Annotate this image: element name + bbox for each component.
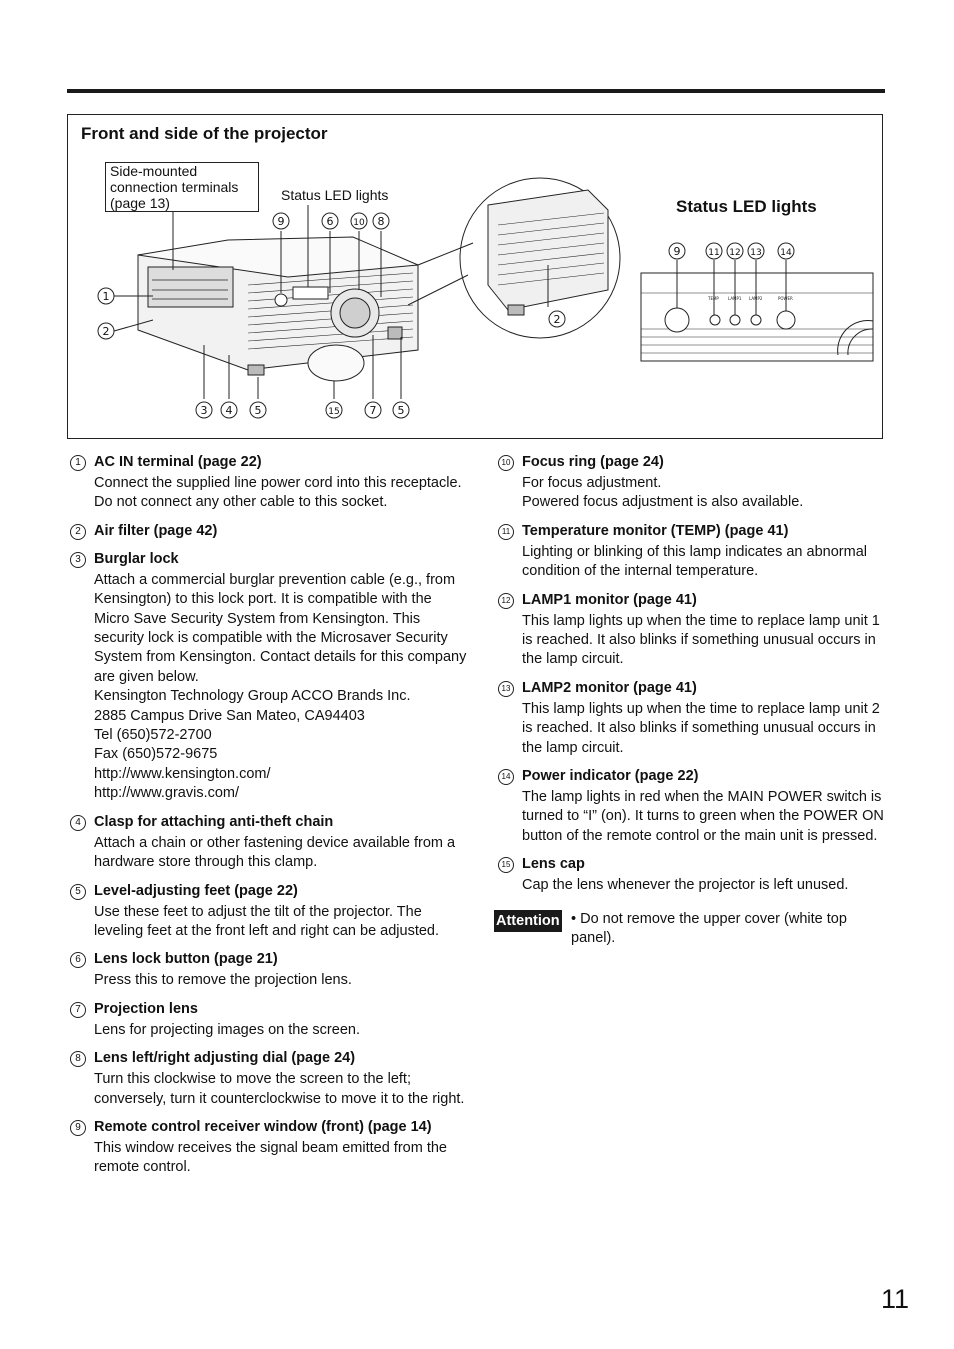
item-body: Turn this clockwise to move the screen to the left; conversely, turn it counterclockwise to move it to the right. bbox=[94, 1071, 465, 1107]
item-body: Connect the supplied line power cord into this receptacle. Do not connect any other cable to this socket. bbox=[94, 475, 462, 511]
item-body: Lighting or blinking of this lamp indicates an abnormal condition of the internal temperature. bbox=[522, 543, 867, 580]
list-item bbox=[67, 881, 467, 942]
callout-number bbox=[98, 288, 114, 304]
svg-text:10: 10 bbox=[353, 218, 365, 228]
item-body: For focus adjustment. Powered focus adjustment is also available. bbox=[522, 475, 804, 511]
panel-label-lamp2: LAMP2 bbox=[749, 296, 763, 301]
callout-number bbox=[393, 402, 409, 418]
callout-number bbox=[351, 213, 367, 229]
item-number: 6 bbox=[70, 952, 86, 968]
item-title: AC IN terminal (page 22) bbox=[94, 454, 262, 470]
list-item bbox=[67, 1117, 467, 1178]
item-title: Lens left/right adjusting dial (page 24) bbox=[94, 1050, 356, 1067]
figure-title: Front and side of the projector bbox=[81, 124, 328, 143]
list-item bbox=[495, 452, 890, 513]
svg-text:14: 14 bbox=[780, 248, 792, 258]
item-body: This lamp lights up when the time to replace lamp unit 1 is reached. It also blinks if something unusual occurs in the lamp circuit. bbox=[522, 612, 880, 668]
callout-number bbox=[748, 243, 764, 259]
inset-title: Status LED lights bbox=[676, 197, 817, 216]
panel-label-power: POWER bbox=[778, 296, 793, 301]
item-number: 2 bbox=[70, 524, 86, 540]
callout-status-leds: Status LED lights bbox=[281, 187, 389, 203]
attention-text: • Do not remove the upper cover (white top panel). bbox=[571, 910, 847, 947]
item-title: Temperature monitor (TEMP) (page 41) bbox=[522, 522, 789, 539]
item-title: Lens lock button (page 21) bbox=[94, 951, 278, 968]
item-number: 11 bbox=[498, 524, 514, 540]
callout-number bbox=[273, 213, 289, 229]
svg-text:11: 11 bbox=[708, 248, 720, 258]
callout-number bbox=[669, 243, 685, 259]
item-title: Projection lens bbox=[94, 1000, 198, 1017]
item-title: Air filter (page 42) bbox=[94, 522, 218, 539]
items-left-column bbox=[67, 452, 467, 1186]
page-number: 11 bbox=[881, 1284, 910, 1314]
item-body: This window receives the signal beam emitted from the remote control. bbox=[94, 1139, 447, 1176]
attention-note bbox=[495, 910, 890, 949]
list-item bbox=[67, 521, 467, 541]
attention-label: Attention bbox=[494, 910, 562, 932]
callout-number bbox=[549, 311, 565, 327]
item-number: 14 bbox=[498, 769, 514, 785]
callout-terminals: Side-mounted connection terminals (page 13) bbox=[105, 162, 259, 212]
svg-text:8: 8 bbox=[377, 215, 385, 228]
item-body: Attach a chain or other fastening device available from a hardware store through this clamp. bbox=[94, 834, 456, 871]
item-title: Focus ring (page 24) bbox=[522, 454, 664, 470]
top-rule bbox=[67, 89, 885, 93]
callout-number bbox=[98, 323, 114, 339]
list-item bbox=[67, 549, 467, 804]
list-item bbox=[67, 949, 467, 990]
svg-text:9: 9 bbox=[673, 245, 681, 258]
callout-number bbox=[706, 243, 722, 259]
item-number: 3 bbox=[70, 552, 86, 568]
callout-number bbox=[326, 402, 342, 418]
item-number: 5 bbox=[70, 884, 86, 900]
item-title: Remote control receiver window (front) (page 14) bbox=[94, 1118, 432, 1135]
item-title: Lens cap bbox=[522, 856, 585, 873]
item-title: LAMP1 monitor (page 41) bbox=[522, 591, 697, 608]
item-title: Burglar lock bbox=[94, 550, 179, 567]
list-item bbox=[67, 812, 467, 873]
item-number: 15 bbox=[498, 857, 514, 873]
callout-number bbox=[221, 402, 237, 418]
svg-text:2: 2 bbox=[553, 313, 561, 326]
svg-text:1: 1 bbox=[102, 290, 110, 303]
item-title: Power indicator (page 22) bbox=[522, 768, 699, 785]
svg-text:6: 6 bbox=[326, 215, 334, 228]
svg-text:5: 5 bbox=[397, 404, 405, 417]
list-item bbox=[495, 854, 890, 895]
callout-number bbox=[778, 243, 794, 259]
callout-number bbox=[373, 213, 389, 229]
svg-text:5: 5 bbox=[254, 404, 262, 417]
item-title: Level-adjusting feet (page 22) bbox=[94, 882, 298, 899]
svg-text:13: 13 bbox=[750, 248, 762, 258]
list-item bbox=[495, 521, 890, 582]
svg-text:15: 15 bbox=[328, 407, 340, 417]
item-title: Clasp for attaching anti-theft chain bbox=[94, 813, 334, 830]
svg-text:4: 4 bbox=[225, 404, 233, 417]
item-body: Press this to remove the projection lens. bbox=[94, 972, 352, 989]
item-body: Attach a commercial burglar prevention cable (e.g., from Kensington) to this lock port. It is compatible with the Micro Save Security System from Kensington. This security lock is compatible with the Microsaver Security System from Kensington. Contact details for this company are given below. Kensington Technology Group ACCO Brands Inc. 2885 Campus Drive San Mateo, CA94403 Tel (650)572-2700 Fax (650)572-9675 http://www.kensington.com/ http://www.gravis.com/ bbox=[94, 571, 467, 802]
item-number: 9 bbox=[70, 1120, 86, 1136]
callout-number bbox=[727, 243, 743, 259]
list-item bbox=[67, 452, 467, 513]
item-body: Cap the lens whenever the projector is left unused. bbox=[522, 877, 849, 894]
callout-number bbox=[196, 402, 212, 418]
projector-figure bbox=[67, 114, 883, 439]
panel-label-temp: TEMP bbox=[708, 296, 719, 301]
item-number: 13 bbox=[498, 681, 514, 697]
item-number: 8 bbox=[70, 1051, 86, 1067]
items-right-column bbox=[495, 452, 890, 949]
list-item bbox=[67, 1048, 467, 1109]
svg-text:2: 2 bbox=[102, 325, 110, 338]
item-number: 1 bbox=[70, 455, 86, 471]
callout-number bbox=[322, 213, 338, 229]
callout-number bbox=[365, 402, 381, 418]
item-body: Lens for projecting images on the screen. bbox=[94, 1021, 360, 1038]
item-number: 12 bbox=[498, 593, 514, 609]
item-body: The lamp lights in red when the MAIN POWER switch is turned to “I” (on). It turns to green when the POWER ON button of the remote control or the main unit is pressed. bbox=[522, 789, 884, 844]
svg-text:12: 12 bbox=[729, 248, 741, 258]
item-title: LAMP2 monitor (page 41) bbox=[522, 679, 697, 696]
item-body: This lamp lights up when the time to replace lamp unit 2 is reached. It also blinks if something unusual occurs in the lamp circuit. bbox=[522, 700, 880, 756]
panel-label-lamp1: LAMP1 bbox=[728, 296, 742, 301]
item-number: 10 bbox=[498, 455, 514, 471]
list-item bbox=[495, 590, 890, 670]
svg-text:7: 7 bbox=[369, 404, 377, 417]
list-item bbox=[67, 999, 467, 1040]
svg-text:9: 9 bbox=[277, 215, 285, 228]
item-body: Use these feet to adjust the tilt of the projector. The leveling feet at the front left and right can be adjusted. bbox=[94, 903, 440, 939]
item-number: 4 bbox=[70, 815, 86, 831]
svg-text:3: 3 bbox=[200, 404, 208, 417]
item-number: 7 bbox=[70, 1002, 86, 1018]
list-item bbox=[495, 766, 890, 846]
callout-number bbox=[250, 402, 266, 418]
list-item bbox=[495, 678, 890, 758]
